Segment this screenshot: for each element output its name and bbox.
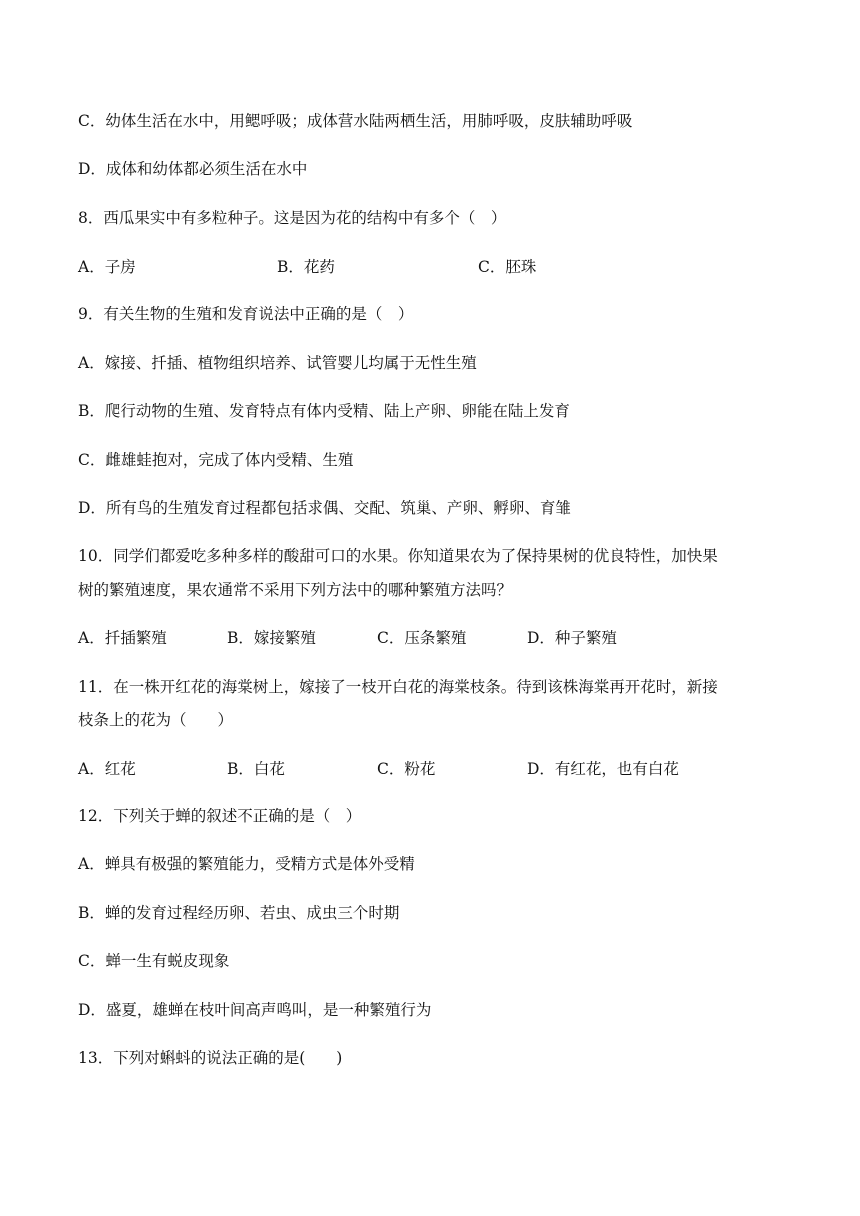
q10-stem-line-2: 树的繁殖速度，果农通常不采用下列方法中的哪种繁殖方法吗？: [78, 581, 513, 599]
q11-option-d: D．有红花，也有白花: [527, 760, 679, 778]
q8-stem: 8．西瓜果实中有多粒种子。这是因为花的结构中有多个（ ）: [78, 209, 507, 227]
q11-stem-line-2: 枝条上的花为（ ）: [78, 711, 234, 729]
q9-option-d: D．所有鸟的生殖发育过程都包括求偶、交配、筑巢、产卵、孵卵、育雏: [78, 499, 571, 517]
q8-option-a: A．子房: [78, 258, 136, 276]
q12-option-b: B．蝉的发育过程经历卵、若虫、成虫三个时期: [78, 904, 400, 922]
q10-stem-line-1: 10．同学们都爱吃多种多样的酸甜可口的水果。你知道果农为了保持果树的优良特性，加快果: [78, 547, 718, 565]
q11-option-b: B．白花: [227, 760, 285, 778]
q10-option-c: C．压条繁殖: [377, 629, 467, 647]
q11-option-a: A．红花: [78, 760, 136, 778]
q12-option-d: D．盛夏，雄蝉在枝叶间高声鸣叫，是一种繁殖行为: [78, 1001, 432, 1019]
q11-option-c: C．粉花: [377, 760, 436, 778]
q10-option-d: D．种子繁殖: [527, 629, 617, 647]
q9-option-b: B．爬行动物的生殖、发育特点有体内受精、陆上产卵、卵能在陆上发育: [78, 402, 570, 420]
q12-option-a: A．蝉具有极强的繁殖能力，受精方式是体外受精: [78, 855, 415, 873]
q8-option-b: B．花药: [277, 258, 335, 276]
q7-option-c: C．幼体生活在水中，用鳃呼吸；成体营水陆两栖生活，用肺呼吸，皮肤辅助呼吸: [78, 112, 633, 130]
q8-option-c: C．胚珠: [478, 258, 537, 276]
q12-option-c: C．蝉一生有蜕皮现象: [78, 952, 230, 970]
q9-option-c: C．雌雄蛙抱对，完成了体内受精、生殖: [78, 451, 354, 469]
q9-option-a: A．嫁接、扦插、植物组织培养、试管婴儿均属于无性生殖: [78, 354, 477, 372]
q10-option-b: B．嫁接繁殖: [227, 629, 316, 647]
q9-stem: 9．有关生物的生殖和发育说法中正确的是（ ）: [78, 305, 414, 323]
q10-option-a: A．扦插繁殖: [78, 629, 167, 647]
q7-option-d: D．成体和幼体都必须生活在水中: [78, 160, 308, 178]
q12-stem: 12．下列关于蝉的叙述不正确的是（ ）: [78, 807, 362, 825]
q13-stem: 13．下列对蝌蚪的说法正确的是( ): [78, 1049, 343, 1067]
q11-stem-line-1: 11．在一株开红花的海棠树上，嫁接了一枝开白花的海棠枝条。待到该株海棠再开花时，新接: [78, 678, 718, 696]
